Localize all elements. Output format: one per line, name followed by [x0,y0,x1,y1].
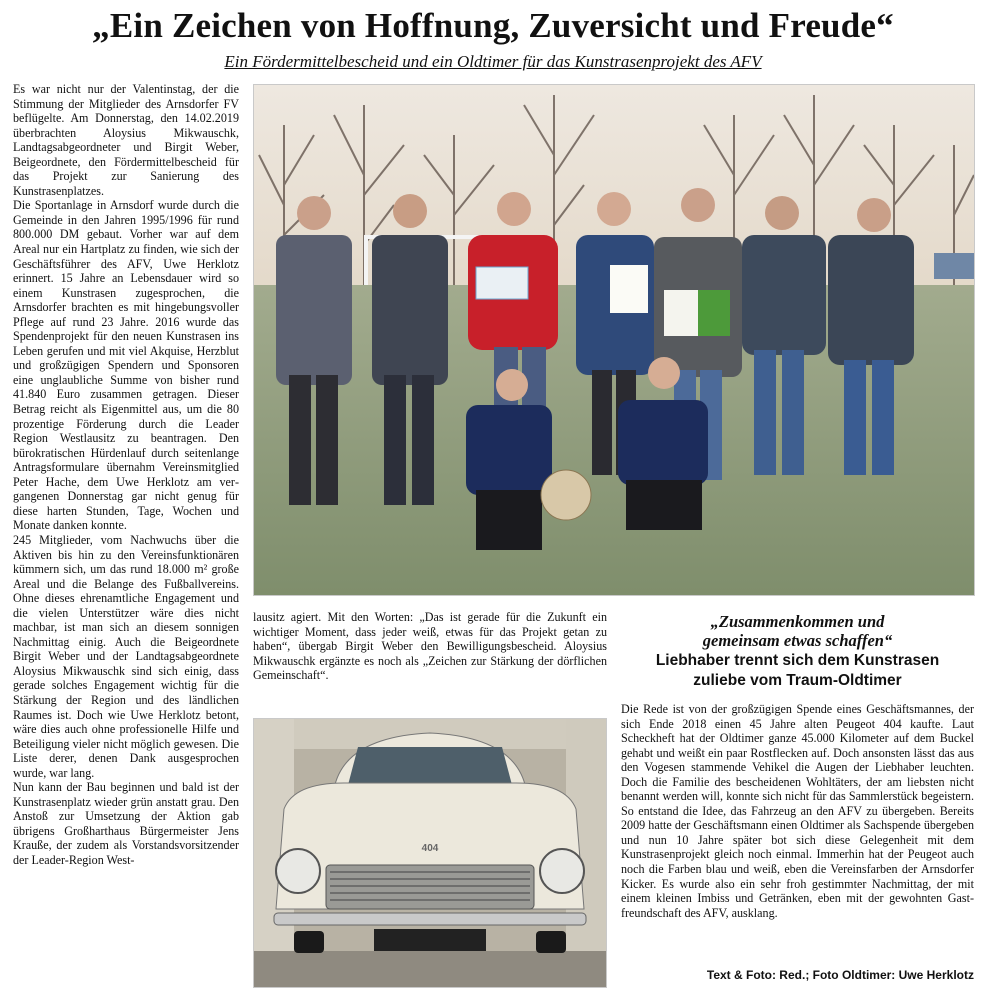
subheadline-text: Ein Fördermittelbescheid und ein Oldtimer für das Kunstrasenprojekt des AFV [224,52,762,71]
car-badge: 404 [421,843,439,854]
sidebar-story-body [621,702,974,920]
paragraph: lausitz agiert. Mit den Worten: „Das ist gerade für die Zukunft ein wichtiger Moment, dass jeder weiß, etwas für das Projekt getan zu haben“, übergab Birgit Weber den Bewilligungsbescheid. Aloysius Mikwauschk ergänzte es noch als „Zeichen zur Stärkung der dörflichen Gemeinschaft“. [253,610,607,683]
paragraph: Die Rede ist von der großzügigen Spende eines Geschäftsmannes, der sich Ende 2018 einen 45 Jahre alten Peugeot 404 kaufte. Laut Scheckheft hat der Oldtimer ganze 45.000 Kilometer auf dem Buckel gehabt und weißt ein paar Rostflecken auf. Doch ansonsten lässt das aus den Vogesen stammende Vehikel die Augen der Liebhaber leuchten. Doch die Familie des bescheidenen Wohltäters, der am liebsten nicht benannt werden will, konnte sich nicht für das Sammlerstück begeistern. So entstand die Idee, das Fahrzeug an den AFV zu übergeben. Bereits 2009 hatte der Geschäftsmann einen Oldtimer als Sachspende übergeben und nun 10 Jahre später bot sich diese Gelegenheit mit dem Kunstrasenprojekt gleich noch einmal. Immerhin hat der Peugeot auch noch die Farben blau und weiß, eben die Vereinsfarben der Arnsdorfer Kicker. Es wurde also ein sehr froh gestimmter Nachmittag, der mit einem kleinen Imbiss und Getränken, eben mit der gewohnten Gastfreundschaft des AFV, ausklang. [621,702,974,920]
sidebar-story-subtitle-line-2: zuliebe vom Traum-Oldtimer [693,672,902,689]
paragraph: 245 Mitglieder, vom Nachwuchs über die Aktiven bis hin zu den Vereinsfunktionären kümmern sich, um das rund 18.000 m² große Areal und die Belange des Fußballvereins. Ohne dieses ehrenamtliche Engagement und die vielen Unterstützer wäre dies nicht machbar, ist man sich an diesem sonnigen Nachmittag einig. Auch die Beigeordnete Birgit Weber und der Landtagsabgeordnete Aloysius Mikwauschk sind sich einig, dass gerade solches Engagement wichtig für die Stärkung der Region und des ländlichen Raumes ist. Doch wie Uwe Herklotz betont, wäre dies auch ohne professionelle Hilfe und Beteiligung vieler nicht möglich gewesen. Die Liste derer, denen Dank ausgesprochen wurde, war lang. [13,532,239,780]
sidebar-story-header [621,612,974,690]
photo-credit: Text & Foto: Red.; Foto Oldtimer: Uwe Herklotz [706,968,974,982]
paragraph: Es war nicht nur der Valentinstag, der die Stimmung der Mitglieder des Arnsdorfer FV beflügelte. Am Donnerstag, den 14.02.2019 überbrachten Aloysius Mikwauschk, Landtagsabgeordneter und Birgit Weber, Beigeordnete, den Fördermittelbescheid für das Projekt zur Sanierung des Kunstrasenplatzes. [13,82,239,198]
article-column-2 [253,610,607,683]
headline: „Ein Zeichen von Hoffnung, Zuversicht und Freude“ [92,6,894,45]
paragraph: Die Sportanlage in Arnsdorf wurde durch die Gemeinde in den Jahren 1995/1996 für rund 800.000 DM gebaut. Vorher war auf dem Areal nur ein Hartplatz zu finden, wie sich der Geschäftsführer des AFV, Uwe Herklotz erinnert. 15 Jahre an Lebensdauer wird so einem Kunstrasen zugesprochen, die Arnsdorfer brachten es mit hingebungsvoller Pflege auf rund 23 Jahre. 2016 wurde das Spendenprojekt für den neuen Kunstrasen ins Leben gerufen und mit viel Akquise, Herzblut und großzügigen Spendern und Sponsoren eine unglaubliche Summe von bisher rund 41.840 Euro zusammen getragen. Dieser Betrag reicht als Eigenmittel aus, um die 80 prozentige Förderung durch die Leader Region Westlausitz zu beantragen. Den bürokratischen Hürdenlauf durch seitenlange Antragsformulare übernahm Vereinsmitglied Peter Hache, dem Uwe Herklotz am vergangenen Donnerstag gar nicht genug für diese harten Stunden, Tage, Wochen und Monate danken konnte. [13,198,239,533]
oldtimer-photo [253,718,607,988]
group-photo [253,84,975,596]
car-illustration [254,719,606,987]
subheadline [0,51,986,73]
sidebar-story-title-line-1: „Zusammenkommen und [710,612,885,631]
group-photo-illustration [254,85,974,595]
sidebar-story-title-line-2: gemeinsam etwas schaffen“ [702,631,893,650]
paragraph: Nun kann der Bau beginnen und bald ist der Kunstrasenplatz wieder grün anstatt grau. Den Anstoß zur Umsetzung der Aktion gab übrigens Großharthaus Bürgermeister Jens Kraußе, der zudem als Vorstandsvorsitzender der Leader-Region West- [13,780,239,867]
article-column-1 [13,82,239,868]
sidebar-story-subtitle-line-1: Liebhaber trennt sich dem Kunstrasen [655,652,940,669]
